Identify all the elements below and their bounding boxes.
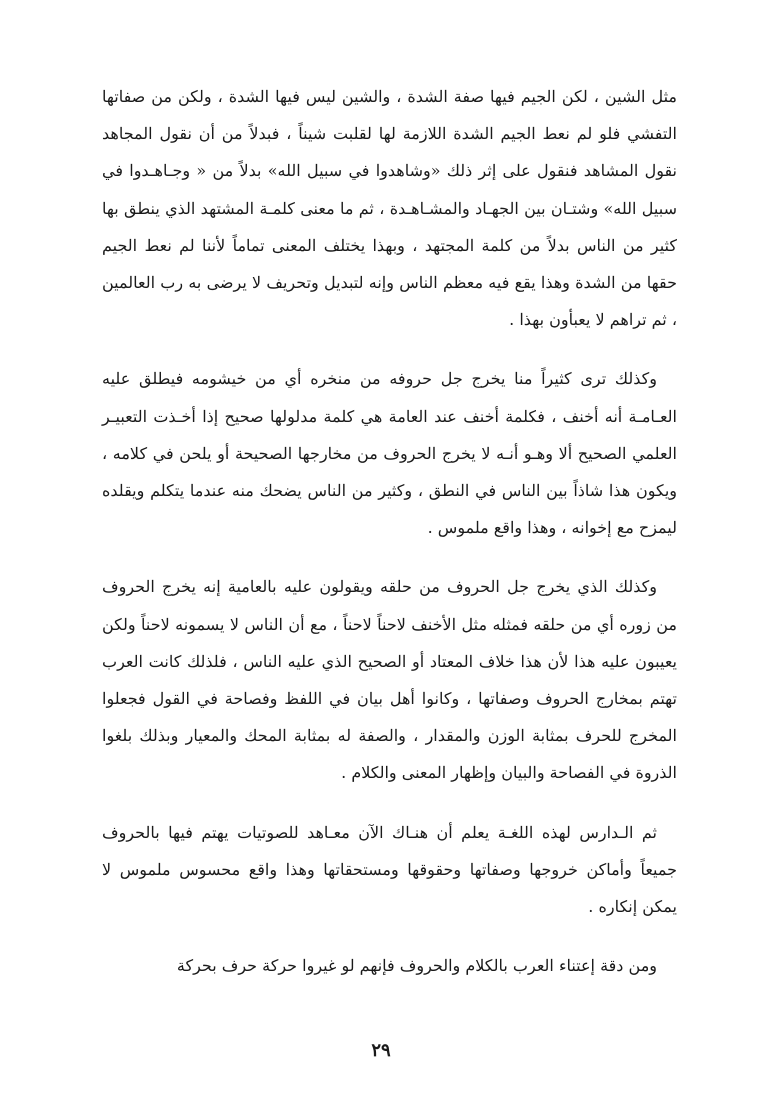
body-text <box>102 78 677 1006</box>
paragraph-1: مثل الشين ، لكن الجيم فيها صفة الشدة ، والشين ليس فيها الشدة ، ولكن من صفاتها التفشي فلو لم نعط الجيم الشدة اللازمة لها لقلبت شيناً ، فبدلاً من أن نقول المجاهد نقول المشاهد فنقول على إثر ذلك «وشاهدوا في سبيل الله» بدلاً من « وجـاهـدوا في سبيل الله» وشتـان بين الجهـاد والمشـاهـدة ، ثم ما معنى كلمـة المشتهد الذي ينطق بها كثير من الناس بدلاً من كلمة المجتهد ، وبهذا يختلف المعنى تماماً لأننا لم نعط الجيم حقها من الشدة وهذا يقع فيه معظم الناس وإنه لتبديل وتحريف لا يرضى به رب العالمين ، ثم تراهم لا يعبأون بهذا . <box>102 87 677 330</box>
paragraph-4: ثم الـدارس لهذه اللغـة يعلم أن هنـاك الآن معـاهد للصوتيات يهتم فيها بالحروف جميعاً وأماكن خروجها وصفاتها وحقوقها ومستحقاتها وهذا واقع محسوس ملموس لا يمكن إنكاره . <box>102 822 678 917</box>
page-number: ٢٩ <box>371 1040 391 1061</box>
paragraph-5: ومن دقة إعتناء العرب بالكلام والحروف فإنهم لو غيروا حركة حرف بحركة <box>176 956 657 976</box>
paragraph-3: وكذلك الذي يخرج جل الحروف من حلقه ويقولون عليه بالعامية إنه يخرج الحروف من زوره أي من حلقه فمثله مثل الأخنف لاحناً لاحناً ، مع أن الناس لا يسمونه لاحناً ولكن يعيبون عليه هذا لأن هذا خلاف المعتاد أو الصحيح الذي عليه الناس ، فلذلك كانت العرب تهتم بمخارج الحروف وصفاتها ، وكانوا أهل بيان في اللفظ وفصاحة في القول فجعلوا المخرج للحرف بمثابة الوزن والمقدار ، والصفة له بمثابة المحك والمعيار وبذلك بلغوا الذروة في الفصاحة والبيان وإظهار المعنى والكلام . <box>102 577 678 783</box>
paragraph-2: وكذلك ترى كثيراً منا يخرج جل حروفه من منخره أي من خيشومه فيطلق عليه العـامـة أنه أخنف ، فكلمة أخنف عند العامة هي كلمة مدلولها صحيح إذا أخـذت التعبيـر العلمي الصحيح ألا وهـو أنـه لا يخرج الحروف من مخارجها الصحيحة أو يلحن في كلامه ، ويكون هذا شاذاً بين الناس في النطق ، وكثير من الناس يضحك منه عندما يتكلم ويقلده ليمزح مع إخوانه ، وهذا واقع ملموس . <box>102 369 677 538</box>
